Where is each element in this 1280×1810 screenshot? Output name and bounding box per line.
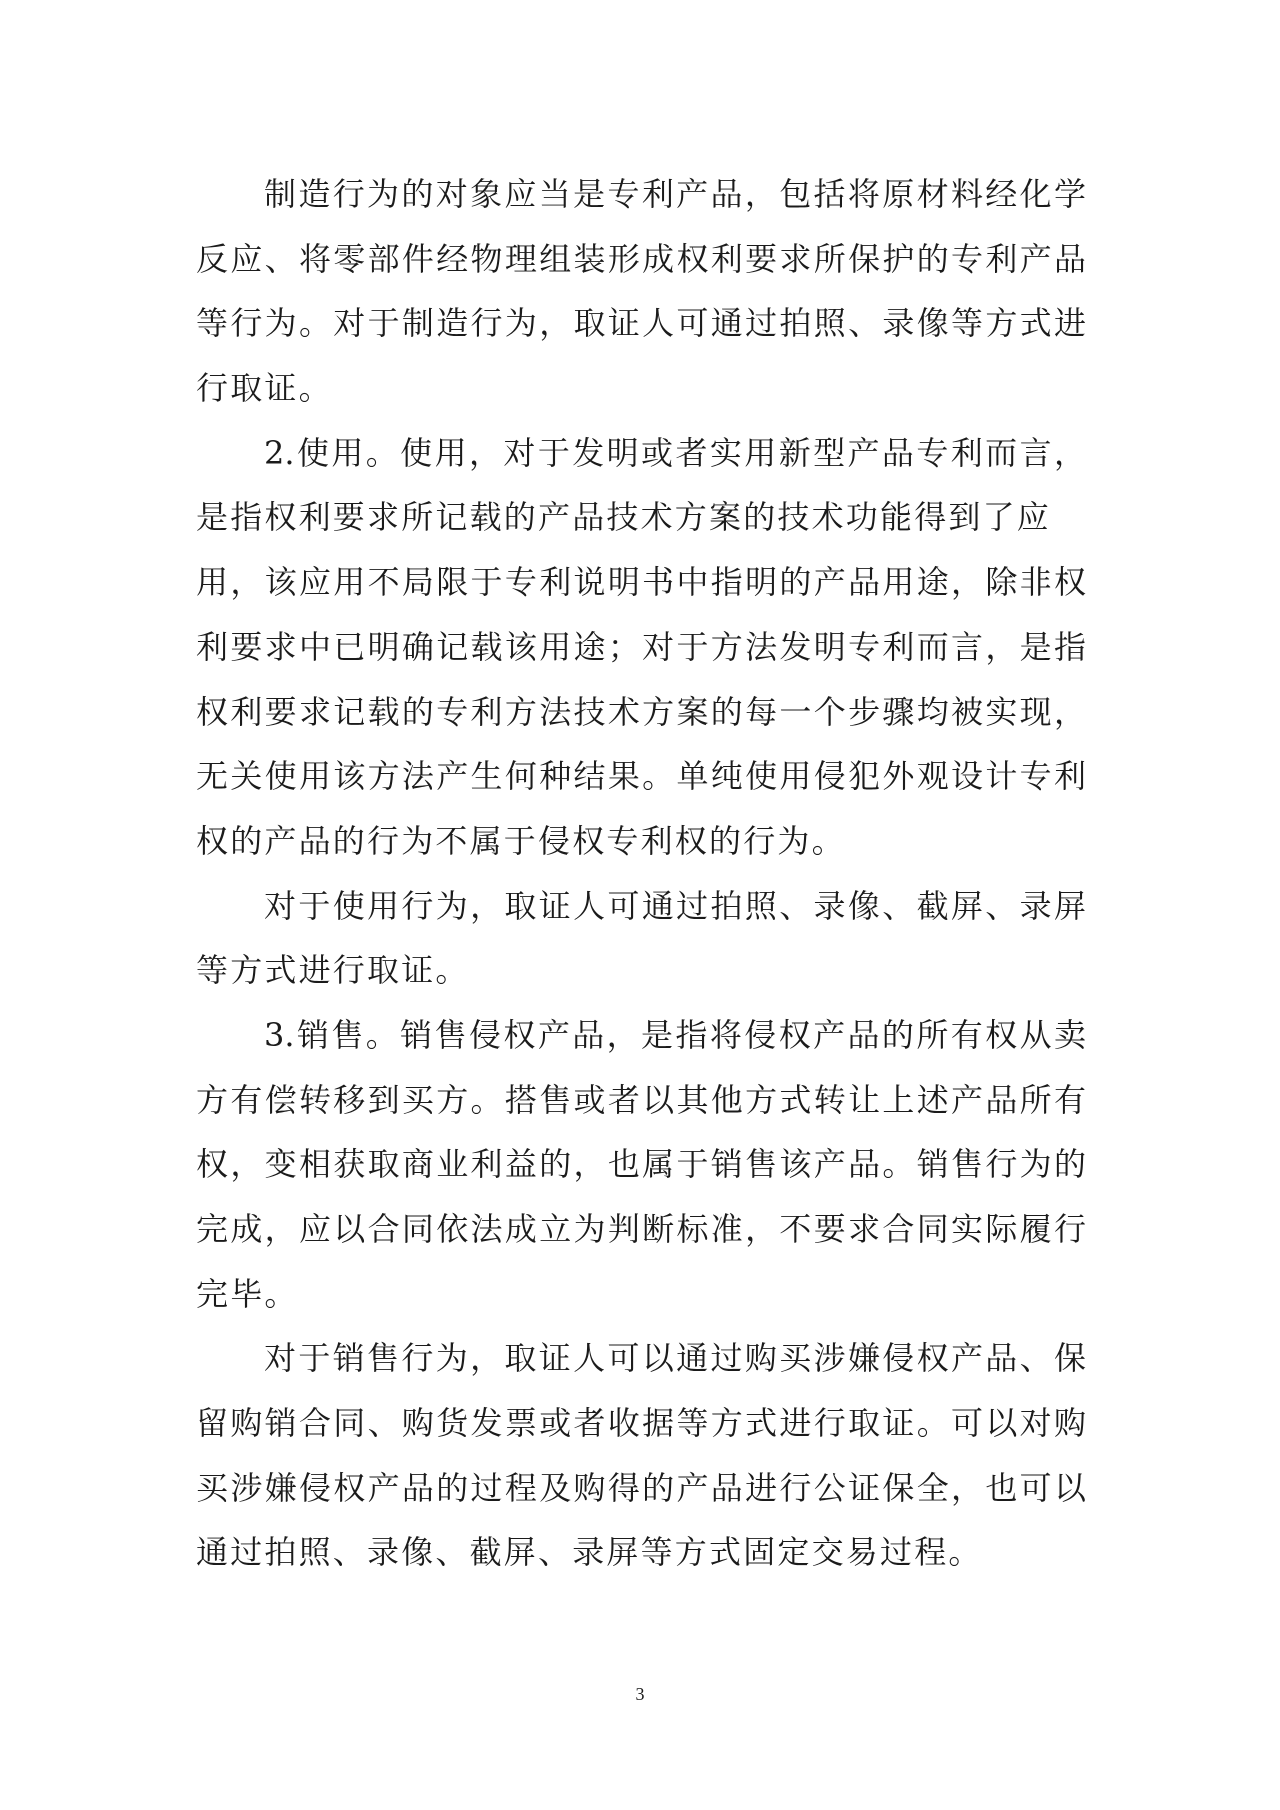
paragraph-sale bbox=[196, 1003, 1086, 1326]
paragraph-use-evidence bbox=[196, 874, 1086, 1003]
text-line: 等行为。对于制造行为，取证人可通过拍照、录像等方式进 bbox=[196, 304, 1086, 343]
text-line: 权的产品的行为不属于侵权专利权的行为。 bbox=[196, 821, 846, 860]
paragraph-manufacturing bbox=[196, 162, 1086, 421]
text-line: 完成，应以合同依法成立为判断标准，不要求合同实际履行 bbox=[196, 1210, 1086, 1248]
text-line: 等方式进行取证。 bbox=[196, 951, 470, 990]
text-line: 利要求中已明确记载该用途；对于方法发明专利而言，是指 bbox=[196, 627, 1086, 666]
text-line: 买涉嫌侵权产品的过程及购得的产品进行公证保全，也可以 bbox=[196, 1468, 1086, 1507]
text-line: 反应、将零部件经物理组装形成权利要求所保护的专利产品 bbox=[196, 239, 1086, 278]
text-line: 完毕。 bbox=[196, 1274, 299, 1313]
text-line: 方有偿转移到买方。搭售或者以其他方式转让上述产品所有 bbox=[196, 1080, 1086, 1119]
text-line: 无关使用该方法产生何种结果。单纯使用侵犯外观设计专利 bbox=[196, 757, 1086, 796]
text-line: 留购销合同、购货发票或者收据等方式进行取证。可以对购 bbox=[196, 1404, 1086, 1443]
text-line: 3.销售。销售侵权产品，是指将侵权产品的所有权从卖 bbox=[264, 1015, 1086, 1054]
text-line: 2.使用。使用，对于发明或者实用新型产品专利而言， bbox=[264, 433, 1086, 472]
text-line: 用，该应用不局限于专利说明书中指明的产品用途，除非权 bbox=[196, 563, 1086, 602]
text-line: 权利要求记载的专利方法技术方案的每一个步骤均被实现， bbox=[196, 692, 1086, 731]
text-line: 对于使用行为，取证人可通过拍照、录像、截屏、录屏 bbox=[264, 886, 1086, 925]
text-line: 权，变相获取商业利益的，也属于销售该产品。销售行为的 bbox=[196, 1145, 1086, 1184]
page-number: 3 bbox=[635, 1684, 645, 1704]
paragraph-use bbox=[196, 421, 1086, 874]
text-line: 行取证。 bbox=[196, 369, 333, 408]
body-text bbox=[196, 162, 1086, 1585]
text-line: 通过拍照、录像、截屏、录屏等方式固定交易过程。 bbox=[196, 1533, 983, 1572]
paragraph-sale-evidence bbox=[196, 1326, 1086, 1585]
text-line: 制造行为的对象应当是专利产品，包括将原材料经化学 bbox=[264, 175, 1086, 213]
text-line: 对于销售行为，取证人可以通过购买涉嫌侵权产品、保 bbox=[264, 1339, 1086, 1378]
text-line: 是指权利要求所记载的产品技术方案的技术功能得到了应 bbox=[196, 498, 1052, 537]
